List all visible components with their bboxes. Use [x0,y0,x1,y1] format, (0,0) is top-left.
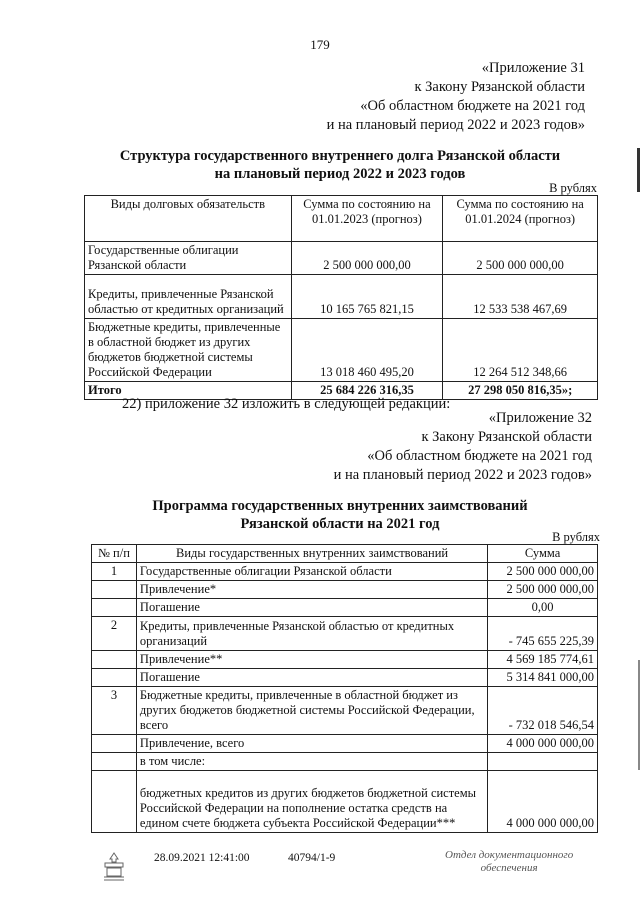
col-header: № п/п [92,545,137,563]
row-name: Погашение [136,599,487,617]
appendix-line: «Об областном бюджете на 2021 год [367,448,592,464]
row-sum: 2 500 000 000,00 [488,563,598,581]
row-name: Государственные облигации Рязанской области [136,563,487,581]
appendix-line: к Закону Рязанской области [421,429,592,445]
footer-datetime: 28.09.2021 12:41:00 [154,852,250,864]
table2-title [60,497,620,533]
table-row [92,771,598,833]
table-row [85,242,598,275]
table-row [92,617,598,651]
row-name: Бюджетные кредиты, привлеченные в областной бюджет из других бюджетов бюджетной системы Российской Федерации [85,319,292,382]
row-number [92,771,137,833]
appendix-32-header [334,409,592,485]
table-row [85,275,598,319]
row-sum: 4 000 000 000,00 [488,771,598,833]
table-header-row [92,545,598,563]
row-name: Привлечение** [136,651,487,669]
row-number [92,753,137,771]
table1-unit: В рублях [549,181,597,195]
row-number: 1 [92,563,137,581]
appendix-line: к Закону Рязанской области [414,79,585,95]
department-stamp [445,849,573,875]
table2-title-line2: Рязанской области на 2021 год [240,516,440,532]
col-header: Виды государственных внутренних заимствований [136,545,487,563]
table-row [92,753,598,771]
appendix-line: «Приложение 32 [488,410,592,426]
row-number [92,599,137,617]
appendix-line: «Об областном бюджете на 2021 год [360,98,585,114]
table-row [92,651,598,669]
row-number [92,669,137,687]
row-value-2023: 13 018 460 495,20 [291,319,443,382]
table2-title-line1: Программа государственных внутренних заимствований [152,498,528,514]
table-row [92,563,598,581]
col-header: Сумма [488,545,598,563]
row-name: Погашение [136,669,487,687]
row-name: Кредиты, привлеченные Рязанской областью от кредитных организаций [136,617,487,651]
item-22-text: 22) приложение 32 изложить в следующей редакции: [122,396,451,412]
appendix-31-header [327,59,585,135]
row-sum: 0,00 [488,599,598,617]
row-sum: 5 314 841 000,00 [488,669,598,687]
row-value-2024: 12 533 538 467,69 [443,275,598,319]
row-value-2024: 2 500 000 000,00 [443,242,598,275]
row-number [92,651,137,669]
row-name: бюджетных кредитов из других бюджетов бюджетной системы Российской Федерации на пополнение остатка средств на едином счете бюджета субъекта Российской Федерации*** [136,771,487,833]
appendix-line: «Приложение 31 [481,60,585,76]
footer-doc-id: 40794/1-9 [288,852,336,864]
row-name: Кредиты, привлеченные Рязанской областью от кредитных организаций [85,275,292,319]
table-row [85,319,598,382]
row-name: Государственные облигации Рязанской области [85,242,292,275]
col-header: Виды долговых обязательств [85,196,292,242]
row-number: 2 [92,617,137,651]
row-sum [488,753,598,771]
appendix-line: и на плановый период 2022 и 2023 годов» [333,467,592,483]
row-number [92,581,137,599]
stamp-line1: Отдел документационного [445,849,574,861]
table-row [92,669,598,687]
appendix-line: и на плановый период 2022 и 2023 годов» [326,117,585,133]
table-row [92,687,598,735]
row-name: Бюджетные кредиты, привлеченные в областной бюджет из других бюджетов бюджетной системы Российской Федерации, всего [136,687,487,735]
col-header: Сумма по состоянию на 01.01.2023 (прогноз) [291,196,443,242]
debt-structure-table [84,195,598,400]
table1-title [60,147,620,183]
row-sum: 2 500 000 000,00 [488,581,598,599]
table-row [92,735,598,753]
total-value-2023: 25 684 226 316,35 [291,382,443,400]
row-sum: 4 000 000 000,00 [488,735,598,753]
table-header-row [85,196,598,242]
table2-unit: В рублях [552,530,600,544]
row-value-2023: 2 500 000 000,00 [291,242,443,275]
row-value-2024: 12 264 512 348,66 [443,319,598,382]
row-value-2023: 10 165 765 821,15 [291,275,443,319]
row-number: 3 [92,687,137,735]
page-number: 179 [310,37,330,52]
row-number [92,735,137,753]
row-name: в том числе: [136,753,487,771]
col-header: Сумма по состоянию на 01.01.2024 (прогноз) [443,196,598,242]
row-name: Привлечение* [136,581,487,599]
row-sum: - 732 018 546,54 [488,687,598,735]
table-row [92,581,598,599]
stamp-line2: обеспечения [480,862,538,874]
total-label: Итого [85,382,292,400]
row-sum: 4 569 185 774,61 [488,651,598,669]
row-sum: - 745 655 225,39 [488,617,598,651]
coat-of-arms-icon [102,852,126,882]
table1-title-line2: на плановый период 2022 и 2023 годов [214,166,466,182]
row-name: Привлечение, всего [136,735,487,753]
total-value-2024: 27 298 050 816,35»; [443,382,598,400]
borrowing-program-table [91,544,598,833]
table1-title-line1: Структура государственного внутреннего долга Рязанской области [119,148,561,164]
table-row [92,599,598,617]
